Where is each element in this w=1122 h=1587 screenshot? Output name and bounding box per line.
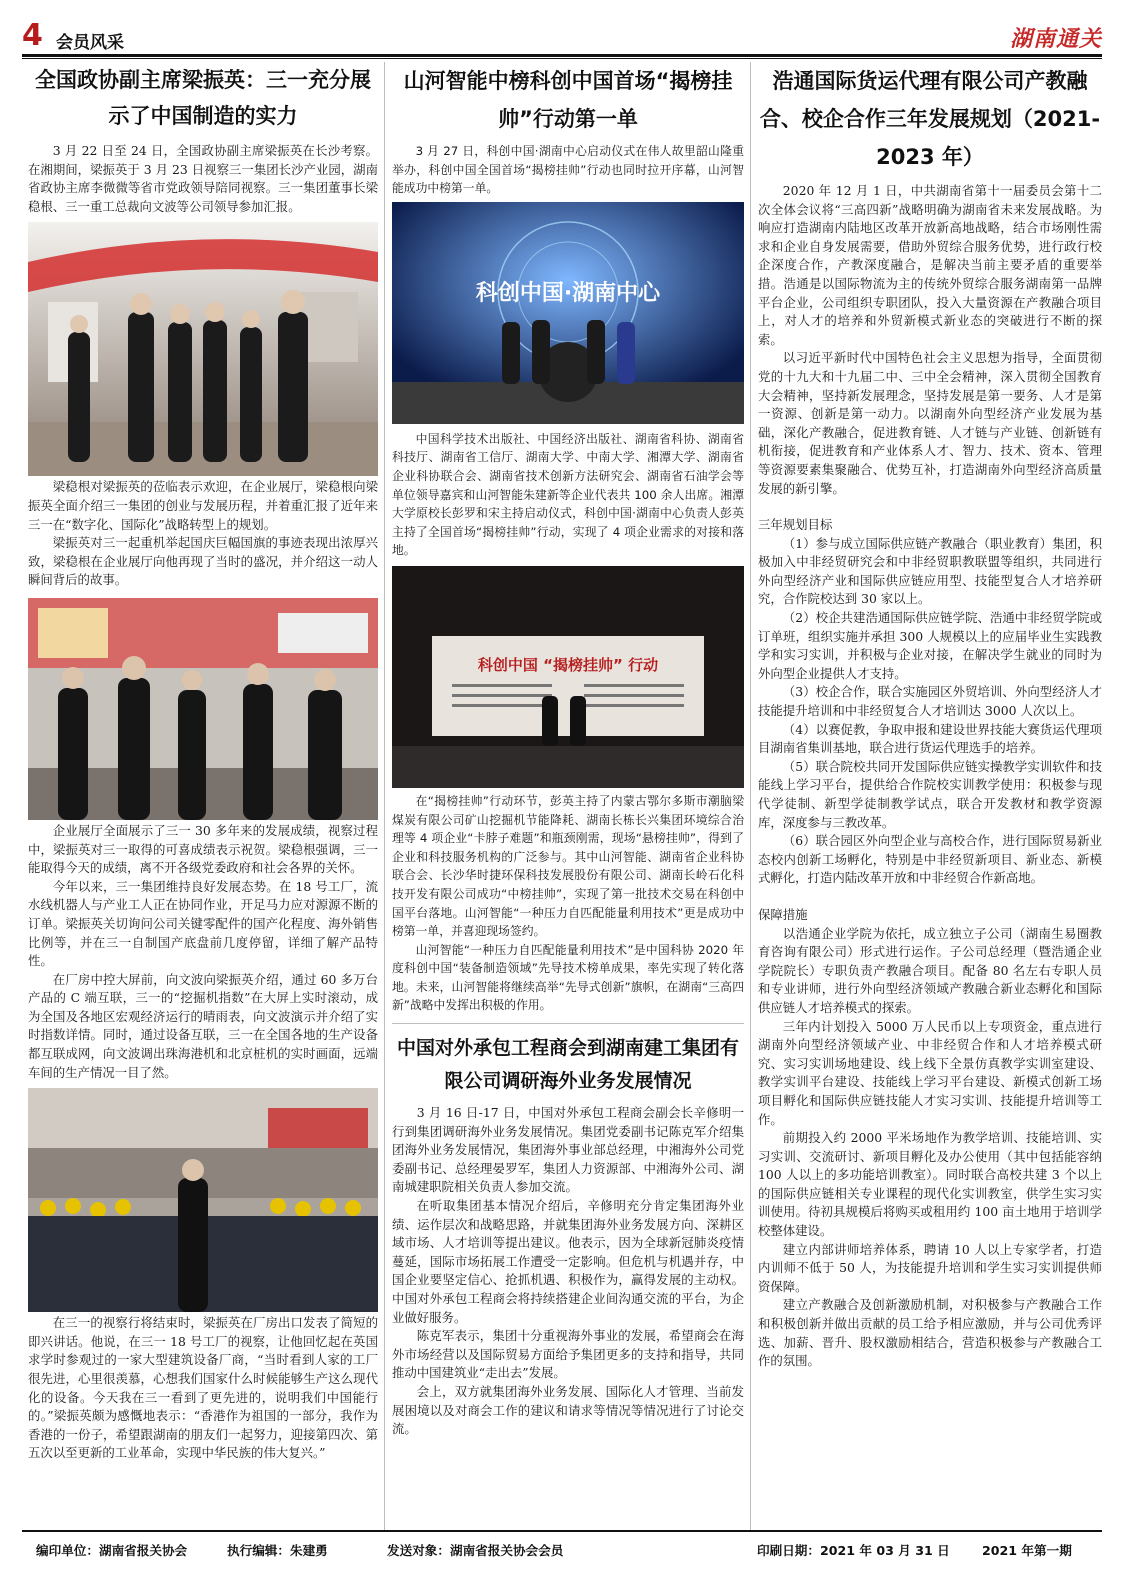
paragraph: 三年内计划投入 5000 万人民币以上专项资金，重点进行湖南外向型经济领域产业、中非经贸合作和人才培养模式研究、实习实训场地建设、线上线下全景仿真教学实训室建设、教学实训平台建设、技能线上学习平台建设、新模式创新工场项目孵化和国际供应链技能人才实习实训、技能提升培训等工作。 <box>758 1018 1102 1127</box>
article-title: 山河智能中榜科创中国首场“揭榜挂帅”行动第一单 <box>403 69 733 131</box>
footer-rule <box>22 1530 1102 1532</box>
footer-print-date: 印刷日期：2021 年 03 月 31 日 <box>757 1543 950 1558</box>
list-item: （4）以赛促教，争取申报和建设世界技能大赛货运代理项目湖南省集训基地，联合进行货运代理选手的培养。 <box>758 721 1102 756</box>
newsletter-logo: 湖南通关 <box>1009 26 1102 52</box>
photo-launch-ceremony <box>392 202 744 424</box>
masthead-rule-thin <box>22 58 1102 59</box>
paragraph: 在厂房中控大屏前，向文波向梁振英介绍，通过 60 多万台产品的 C 端互联，三一的“挖掘机指数”在大屏上实时滚动，成为全国及各地区宏观经济运行的晴雨表，向文波演示并介绍了实时指数详情。同时，通过设备互联，三一在全国各地的生产设备都互联成网，向文波调出珠海港机和北京桩机的实时画面，远端车间的生产情况一目了然。 <box>28 971 378 1080</box>
photo-signing-stage <box>392 566 744 788</box>
paragraph: 在听取集团基本情况介绍后，辛修明充分肯定集团海外业绩、运作层次和战略思路，并就集团海外业务发展方向、深耕区域市场、人才培训等提出建议。他表示，因为全球新冠肺炎疫情蔓延，国际市场拓展工作遭受一定影响。但危机与机遇并存，中国企业要坚定信心、抢抓机遇、积极作为，赢得发展的主动权。中国对外承包工程商会将持续搭建企业间沟通交流的平台，为企业做好服务。 <box>392 1198 744 1325</box>
paragraph: 在三一的视察行将结束时，梁振英在厂房出口发表了简短的即兴讲话。他说，在三一 18 号工厂的视察，让他回忆起在英国求学时参观过的一家大型建筑设备厂商，“当时看到人家的工厂很先进，心里很羡慕，心想我们国家什么时候能够生产这么现代化的设备。今天我在三一看到了更先进的，说明我们中国能行的。”梁振英颇为感慨地表示：“香港作为祖国的一部分，我作为香港的一份子，希望跟湖南的朋友们一起努力，迎接第四次、第五次以至更新的工业革命，实现中华民族的伟大复兴。” <box>28 1315 378 1461</box>
article-sany <box>28 60 378 1463</box>
paragraph: 梁振英对三一起重机举起国庆巨幅国旗的事迹表现出浓厚兴致，梁稳根在企业展厅向他再现了当时的盛况，并介绍这一动人瞬间背后的故事。 <box>28 535 378 588</box>
paragraph: 梁稳根对梁振英的莅临表示欢迎，在企业展厅，梁稳根向梁振英全面介绍三一集团的创业与发展历程，并着重汇报了近年来三一在“数字化、国际化”战略转型上的规划。 <box>28 479 378 532</box>
paragraph: 在“揭榜挂帅”行动环节，彭英主持了内蒙古鄂尔多斯市潮脑梁煤炭有限公司矿山挖掘机节能降耗、湖南长栋长兴集团环境综合治理等 4 项企业“卡脖子难题”和瓶颈刚需，现场“悬榜挂帅”，得到了企业和科技服务机构的广泛参与。其中山河智能、湖南省企业科协联合会、长沙华时捷环保科技发展股份有限公司、湖南长岭石化科技开发有限公司成功“中榜挂帅”，实现了第一批技术交易在科创中国平台落地。山河智能“一种压力自匹配能量利用技术”更是成功中榜第一单，并喜迎现场签约。 <box>392 793 744 939</box>
page-number: 4 <box>22 18 43 53</box>
column-divider <box>384 62 385 1532</box>
masthead <box>22 20 1102 54</box>
column-divider <box>750 62 751 1532</box>
article-body <box>392 1104 744 1439</box>
photo-exhibition-hall <box>28 598 378 820</box>
paragraph: 会上，双方就集团海外业务发展、国际化人才管理、当前发展困境以及对商会工作的建议和请求等情况等情况进行了讨论交流。 <box>392 1383 744 1437</box>
list-item: （3）校企合作，联合实施园区外贸培训、外向型经济人才技能提升培训和中非经贸复合人才培训达 3000 人次以上。 <box>758 684 1102 719</box>
paragraph: 山河智能“一种压力自匹配能量利用技术”是中国科协 2020 年度科创中国“装备制造领域”先导技术榜单成果，率先实现了转化落地。未来，山河智能将继续高举“先导式创新”旗帜，在湖南“三高四新”战略中发挥出积极的作用。 <box>392 942 744 1013</box>
paragraph: 建立内部讲师培养体系，聘请 10 人以上专家学者，打造内训师不低于 50 人，为技能提升培训和学生实习实训提供师资保障。 <box>758 1241 1102 1294</box>
list-item: （5）联合院校共同开发国际供应链实操教学实训软件和技能线上学习平台，提供给合作院校实训教学使用：积极参与现代学徒制、新型学徒制教学试点，联合开发教材和教学资源库，深度参与三教改革。 <box>758 758 1102 830</box>
paragraph: 建立产教融合及创新激励机制，对积极参与产教融合工作和积极创新并做出贡献的员工给予相应激励，并与公司优秀评选、加薪、晋升、股权激励相结合，营造积极参与产教融合工作的氛围。 <box>758 1297 1102 1369</box>
paragraph: 中国科学技术出版社、中国经济出版社、湖南省科协、湖南省科技厅、湖南省工信厅、湖南大学、中南大学、湘潭大学、湖南省企业科协联合会、湖南省技术创新方法研究会、湖南省石油学会等单位领导嘉宾和山河智能朱建新等企业代表共 100 余人出席。湘潭大学原校长彭罗和宋主持启动仪式，科创中国·湖南中心负责人彭英主持了全国首场“揭榜挂帅”行动，实现了 4 项企业需求的对接和落地。 <box>392 431 744 558</box>
footer-publisher: 编印单位：湖南省报关协会 <box>36 1543 188 1558</box>
footer-recipients: 发送对象：湖南省报关协会会员 <box>387 1543 564 1558</box>
list-item: （2）校企共建浩通国际供应链学院、浩通中非经贸学院或订单班，组织实施并承担 300 人规模以上的应届毕业生实践教学和实习实训，并积极与企业对接，在解决学生就业的同时为外向型企业提供人才支持。 <box>758 610 1102 681</box>
article-separator <box>392 1023 744 1024</box>
article-title: 全国政协副主席梁振英：三一充分展示了中国制造的实力 <box>35 68 371 128</box>
article-body <box>28 1314 378 1463</box>
article-haotong <box>758 60 1102 1371</box>
banner-text: 科创中国 “揭榜挂帅” 行动 <box>477 655 659 674</box>
measures-heading: 保障措施 <box>758 906 808 922</box>
paragraph: 企业展厅全面展示了三一 30 多年来的发展成绩，视察过程中，梁振英对三一取得的可喜成绩表示祝贺。梁稳根强调，三一能取得今天的成绩，离不开各级党委政府和社会各界的关怀。 <box>28 822 378 876</box>
masthead-rule <box>22 54 1102 57</box>
paragraph: 3 月 22 日至 24 日，全国政协副主席梁振英在长沙考察。在湘期间，梁振英于 3 月 23 日视察三一集团长沙产业园，湖南省政协主席李微微等省市党政领导陪同视察。三一集团董事长梁稳根、三一重工总裁向文波等公司领导参加汇报。 <box>28 143 378 214</box>
article-title: 浩通国际货运代理有限公司产教融合、校企合作三年发展规划（2021-2023 年） <box>759 69 1101 169</box>
article-sunward <box>392 60 744 1439</box>
paragraph: 3 月 27 日，科创中国·湖南中心启动仪式在伟人故里韶山隆重举办，科创中国全国首场“揭榜挂帅”行动也同时拉开序幕，山河智能成功中榜第一单。 <box>392 144 744 196</box>
list-item: （6）联合园区外向型企业与高校合作，进行国际贸易新业态校内创新工场孵化，特别是中非经贸新项目、新业态、新模式孵化，打造内陆改革开放和中非经贸合作新高地。 <box>758 833 1102 886</box>
article-body <box>392 142 744 198</box>
article-body <box>28 478 378 590</box>
measures-list <box>758 925 1102 1371</box>
article-body <box>28 822 378 1082</box>
footer-editor: 执行编辑：朱建勇 <box>227 1543 328 1558</box>
goals-heading: 三年规划目标 <box>758 517 833 533</box>
goals-list <box>758 535 1102 888</box>
photo-factory-workers <box>28 1088 378 1312</box>
article-body <box>392 430 744 560</box>
article-body <box>28 142 378 216</box>
paragraph: 陈克军表示，集团十分重视海外事业的发展，希望商会在海外市场经营以及国际贸易方面给予集团更多的支持和指导，共同推动中国建筑业“走出去”发展。 <box>392 1328 744 1381</box>
paragraph: 以习近平新时代中国特色社会主义思想为指导，全面贯彻党的十九大和十九届二中、三中全会精神，深入贯彻全国教育大会精神，坚持新发展理念，坚持发展是第一要务、人才是第一资源、创新是第一动力。以湖南外向型经济产业发展为基础，深化产教融合，促进教育链、人才链与产业链、创新链有机衔接，促进教育和产业体系人才、智力、技术、资本、管理等资源要素集聚融合、优势互补，打造湖南外向型经济高质量发展的新引擎。 <box>758 350 1102 496</box>
photo-showroom-visit <box>28 222 378 476</box>
article-body <box>392 792 744 1015</box>
footer <box>22 1540 1102 1562</box>
paragraph: 2020 年 12 月 1 日，中共湖南省第十一届委员会第十二次全体会议将“三高四新”战略明确为湖南省未来发展战略。为响应打造湖南内陆地区改革开放新高地战略，结合市场刚性需求和企业自身发展需要，借助外贸综合服务优势，进行政行校企深度合作，产教深度融合，是解决当前主要矛盾的重要举措。浩通是以国际物流为主的传统外贸综合服务湖南第一品牌平台企业，公司组织专职团队，投入大量资源在产教融合项目上，对人才的培养和外贸新模式新业态的突破进行不断的探索。 <box>758 183 1102 347</box>
article-body <box>758 182 1102 498</box>
article-title: 中国对外承包工程商会到湖南建工集团有限公司调研海外业务发展情况 <box>396 1037 739 1093</box>
list-item: （1）参与成立国际供应链产教融合（职业教育）集团，积极加入中非经贸研究会和中非经贸职教联盟等组织，共同进行外向型经济产业和国际供应链应用型、技能型复合人才培养研究，合作院校达到 30 家以上。 <box>758 535 1102 607</box>
section-title: 会员风采 <box>56 33 124 53</box>
paragraph: 今年以来，三一集团维持良好发展态势。在 18 号工厂，流水线机器人与产业工人正在协同作业，开足马力应对源源不断的订单。梁振英关切询问公司关键零配件的国产化程度、海外销售比例等，并在三一自制国产底盘前几度停留，详细了解产品特性。 <box>28 878 378 969</box>
paragraph: 以浩通企业学院为依托，成立独立子公司（湖南生易圈教育咨询有限公司）形式进行运作。子公司总经理（暨浩通企业学院院长）专职负责产教融合项目。配备 80 名左右专职人员和专业讲师，进行外向型经济领域产教融合新业态孵化和国际供应链人才培养模式的探索。 <box>758 925 1102 1015</box>
paragraph: 前期投入约 2000 平米场地作为教学培训、技能培训、实习实训、交流研讨、新项目孵化及办公使用（其中包括能容纳 100 人以上的多功能培训教室）。同时联合高校共建 3 个以上的国际供应链相关专业课程的现代化实训教室，供学生实习实训使用。待初具规模后将购买或租用约 100 亩土地用于培训学校整体建设。 <box>758 1130 1102 1239</box>
screen-text: 科创中国·湖南中心 <box>475 280 661 306</box>
paragraph: 3 月 16 日-17 日，中国对外承包工程商会副会长辛修明一行到集团调研海外业务发展情况。集团党委副书记陈克军介绍集团海外业务发展情况，集团海外事业部总经理，中湘海外公司党委副书记、总经理晏罗军，集团人力资源部、中湘海外公司、湖南城建职院相关负责人参加交流。 <box>392 1105 744 1195</box>
footer-issue: 2021 年第一期 <box>982 1543 1072 1558</box>
